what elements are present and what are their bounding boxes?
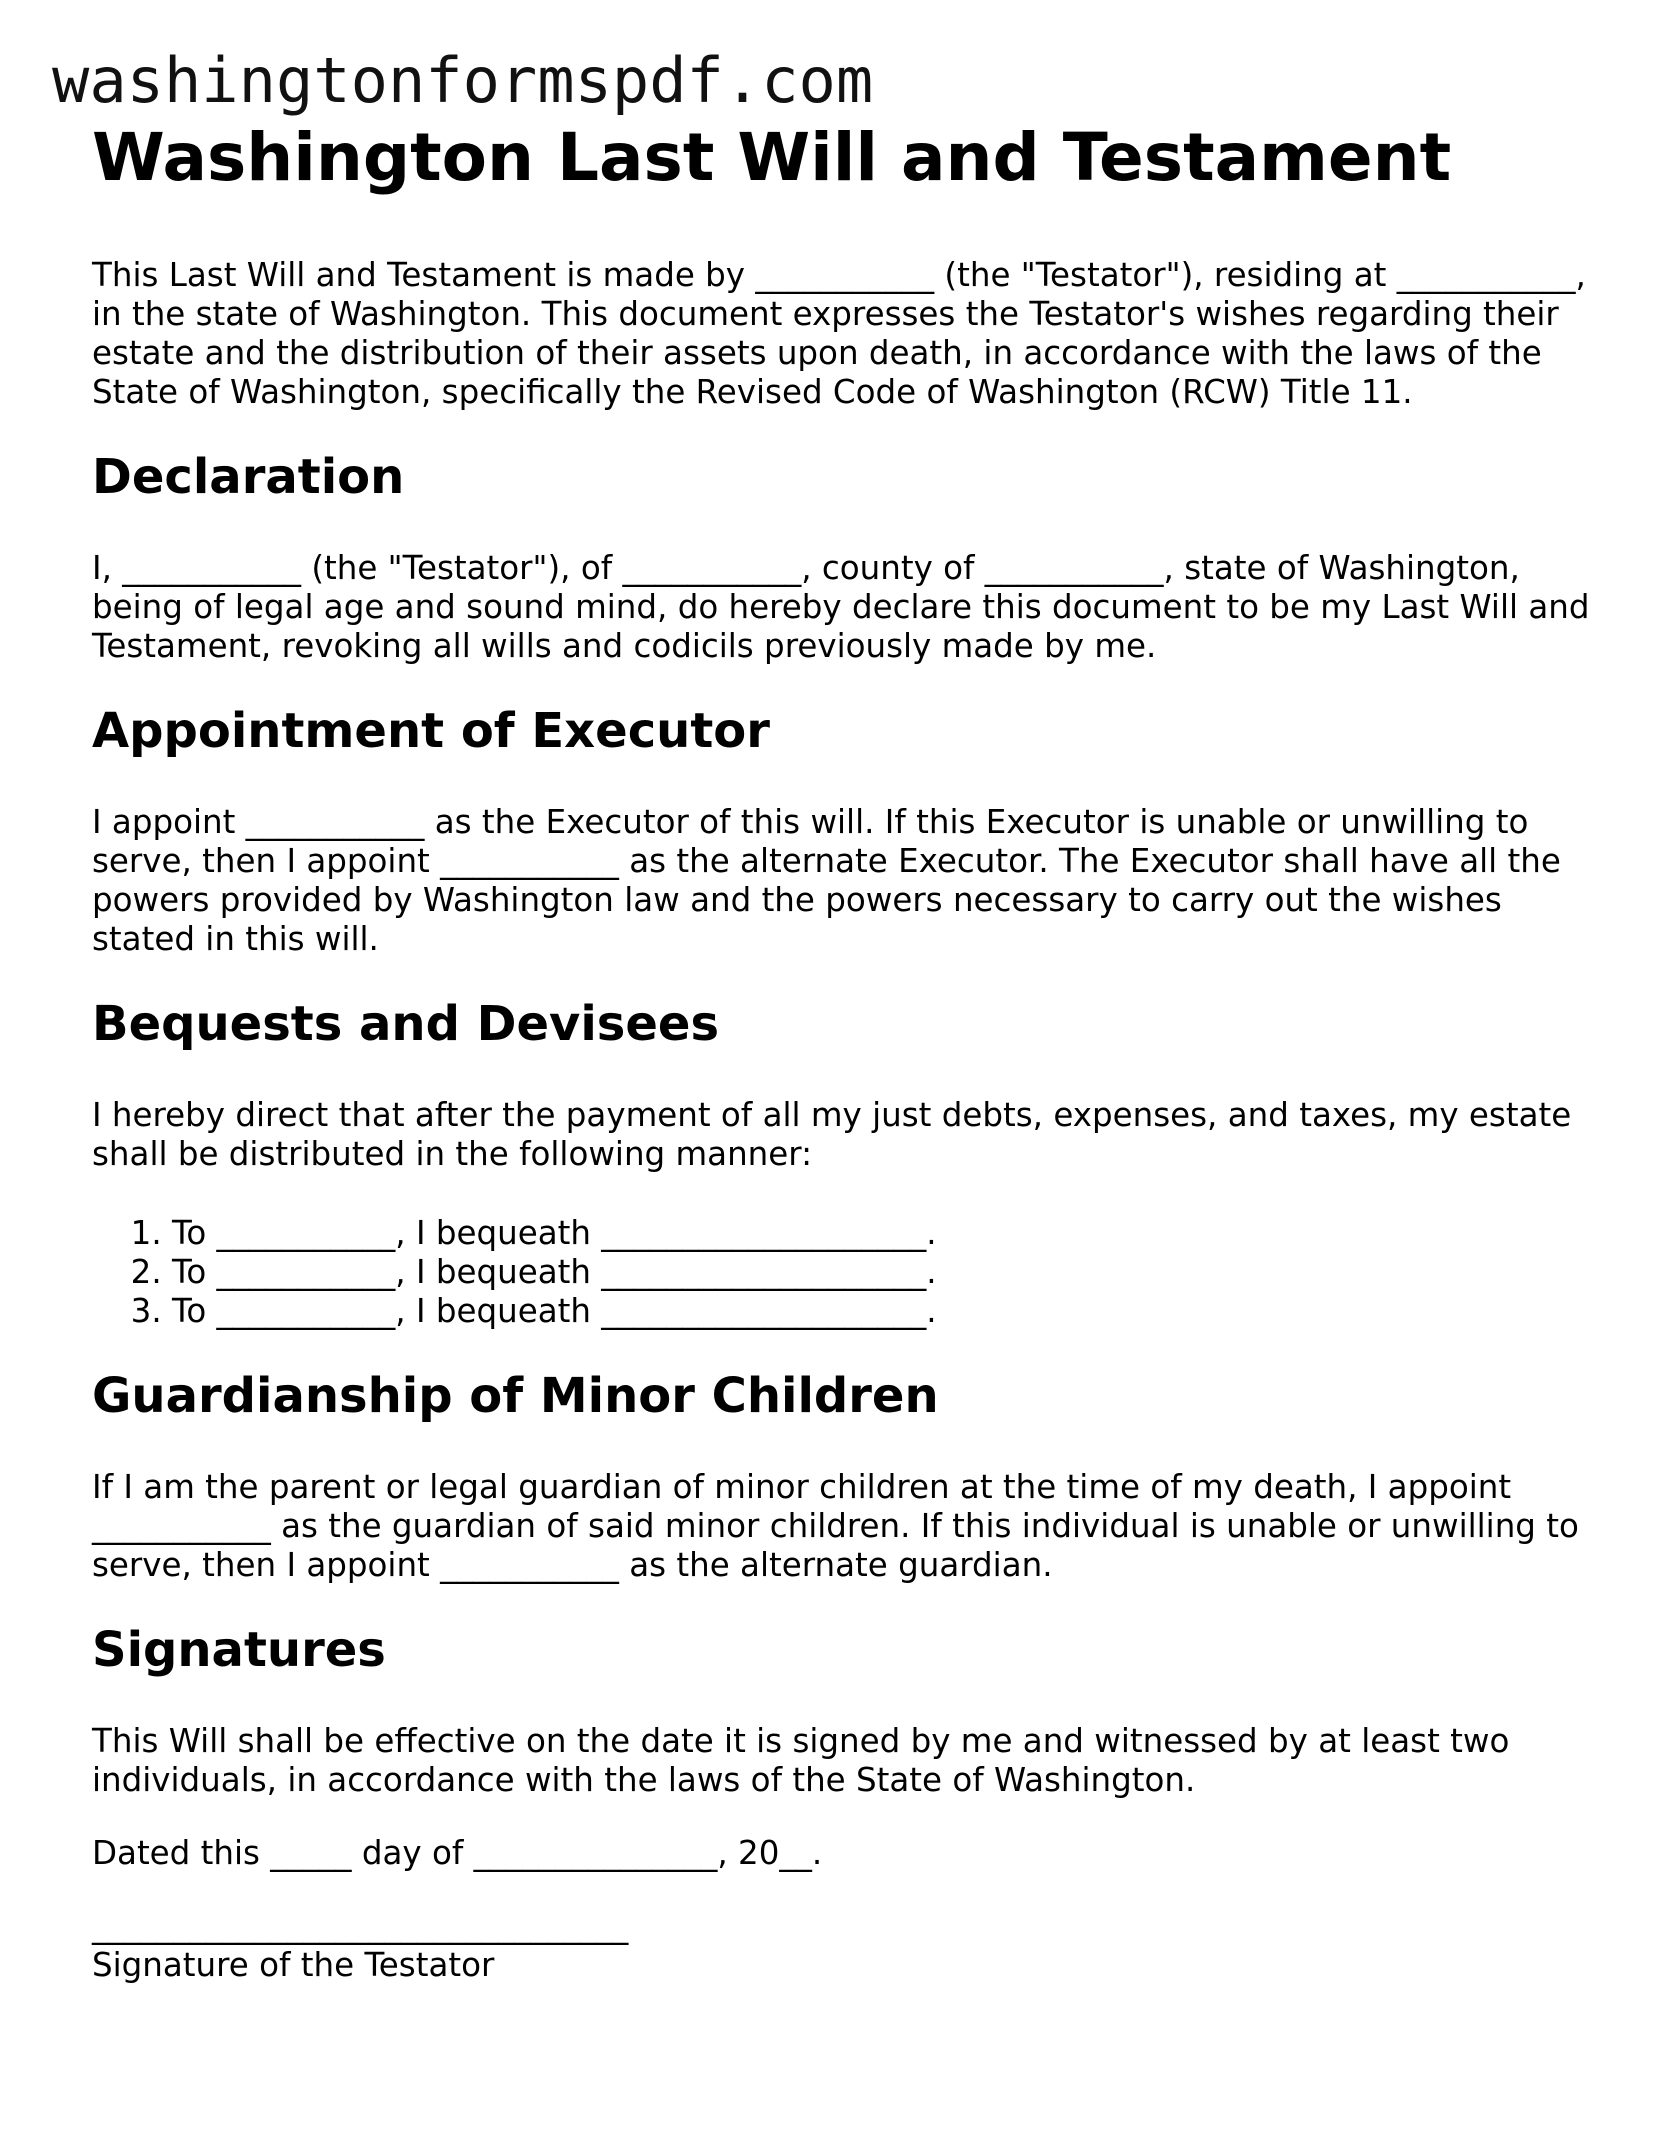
bequests-paragraph: I hereby direct that after the payment of all my just debts, expenses, and taxes, my estate shall be distributed in the following manner: xyxy=(92,1096,1572,1173)
intro-paragraph: This Last Will and Testament is made by ___________ (the "Testator"), residing at ___________, in the state of Washington. This document expresses the Testator's wishes regarding their estate and the distribution of their assets upon death, in accordance with the laws of the State of Washington, specifically the Revised Code of Washington (RCW) Title 11. xyxy=(92,256,1586,411)
executor-section xyxy=(92,702,1592,959)
guardianship-paragraph: If I am the parent or legal guardian of minor children at the time of my death, I appoint ___________ as the guardian of said minor children. If this individual is unable or unwilling to serve, then I appoint ___________ as the alternate guardian. xyxy=(92,1468,1579,1584)
bequests-list xyxy=(92,1214,1592,1331)
guardianship-section xyxy=(92,1367,1592,1585)
executor-heading: Appointment of Executor xyxy=(92,703,770,759)
executor-paragraph: I appoint ___________ as the Executor of this will. If this Executor is unable or unwilling to serve, then I appoint ___________ as the alternate Executor. The Executor shall have all the powers provided by Washington law and the powers necessary to carry out the wishes stated in this will. xyxy=(92,803,1561,958)
signatures-heading: Signatures xyxy=(92,1622,386,1678)
signature-label: Signature of the Testator xyxy=(92,1946,495,1984)
list-item: 3. To ___________, I bequeath ____________________. xyxy=(172,1292,1592,1331)
signature-line: _________________________________ xyxy=(92,1907,629,1945)
bequests-section xyxy=(92,995,1592,1331)
document-body xyxy=(92,118,1592,1985)
declaration-section xyxy=(92,448,1592,666)
dated-line: Dated this _____ day of _______________, 20__. xyxy=(92,1834,823,1872)
declaration-heading: Declaration xyxy=(92,449,405,505)
watermark-text: washingtonformspdf.com xyxy=(52,44,874,117)
list-item: 2. To ___________, I bequeath ____________________. xyxy=(172,1253,1592,1292)
declaration-paragraph: I, ___________ (the "Testator"), of ___________, county of ___________, state of Washington, being of legal age and sound mind, do hereby declare this document to be my Last Will and Testament, revoking all wills and codicils previously made by me. xyxy=(92,549,1590,665)
list-item: 1. To ___________, I bequeath ____________________. xyxy=(172,1214,1592,1253)
signatures-paragraph: This Will shall be effective on the date it is signed by me and witnessed by at least two individuals, in accordance with the laws of the State of Washington. xyxy=(92,1722,1510,1799)
guardianship-heading: Guardianship of Minor Children xyxy=(92,1368,939,1424)
bequests-heading: Bequests and Devisees xyxy=(92,996,720,1052)
document-title: Washington Last Will and Testament xyxy=(92,119,1452,196)
signatures-section xyxy=(92,1621,1592,1985)
